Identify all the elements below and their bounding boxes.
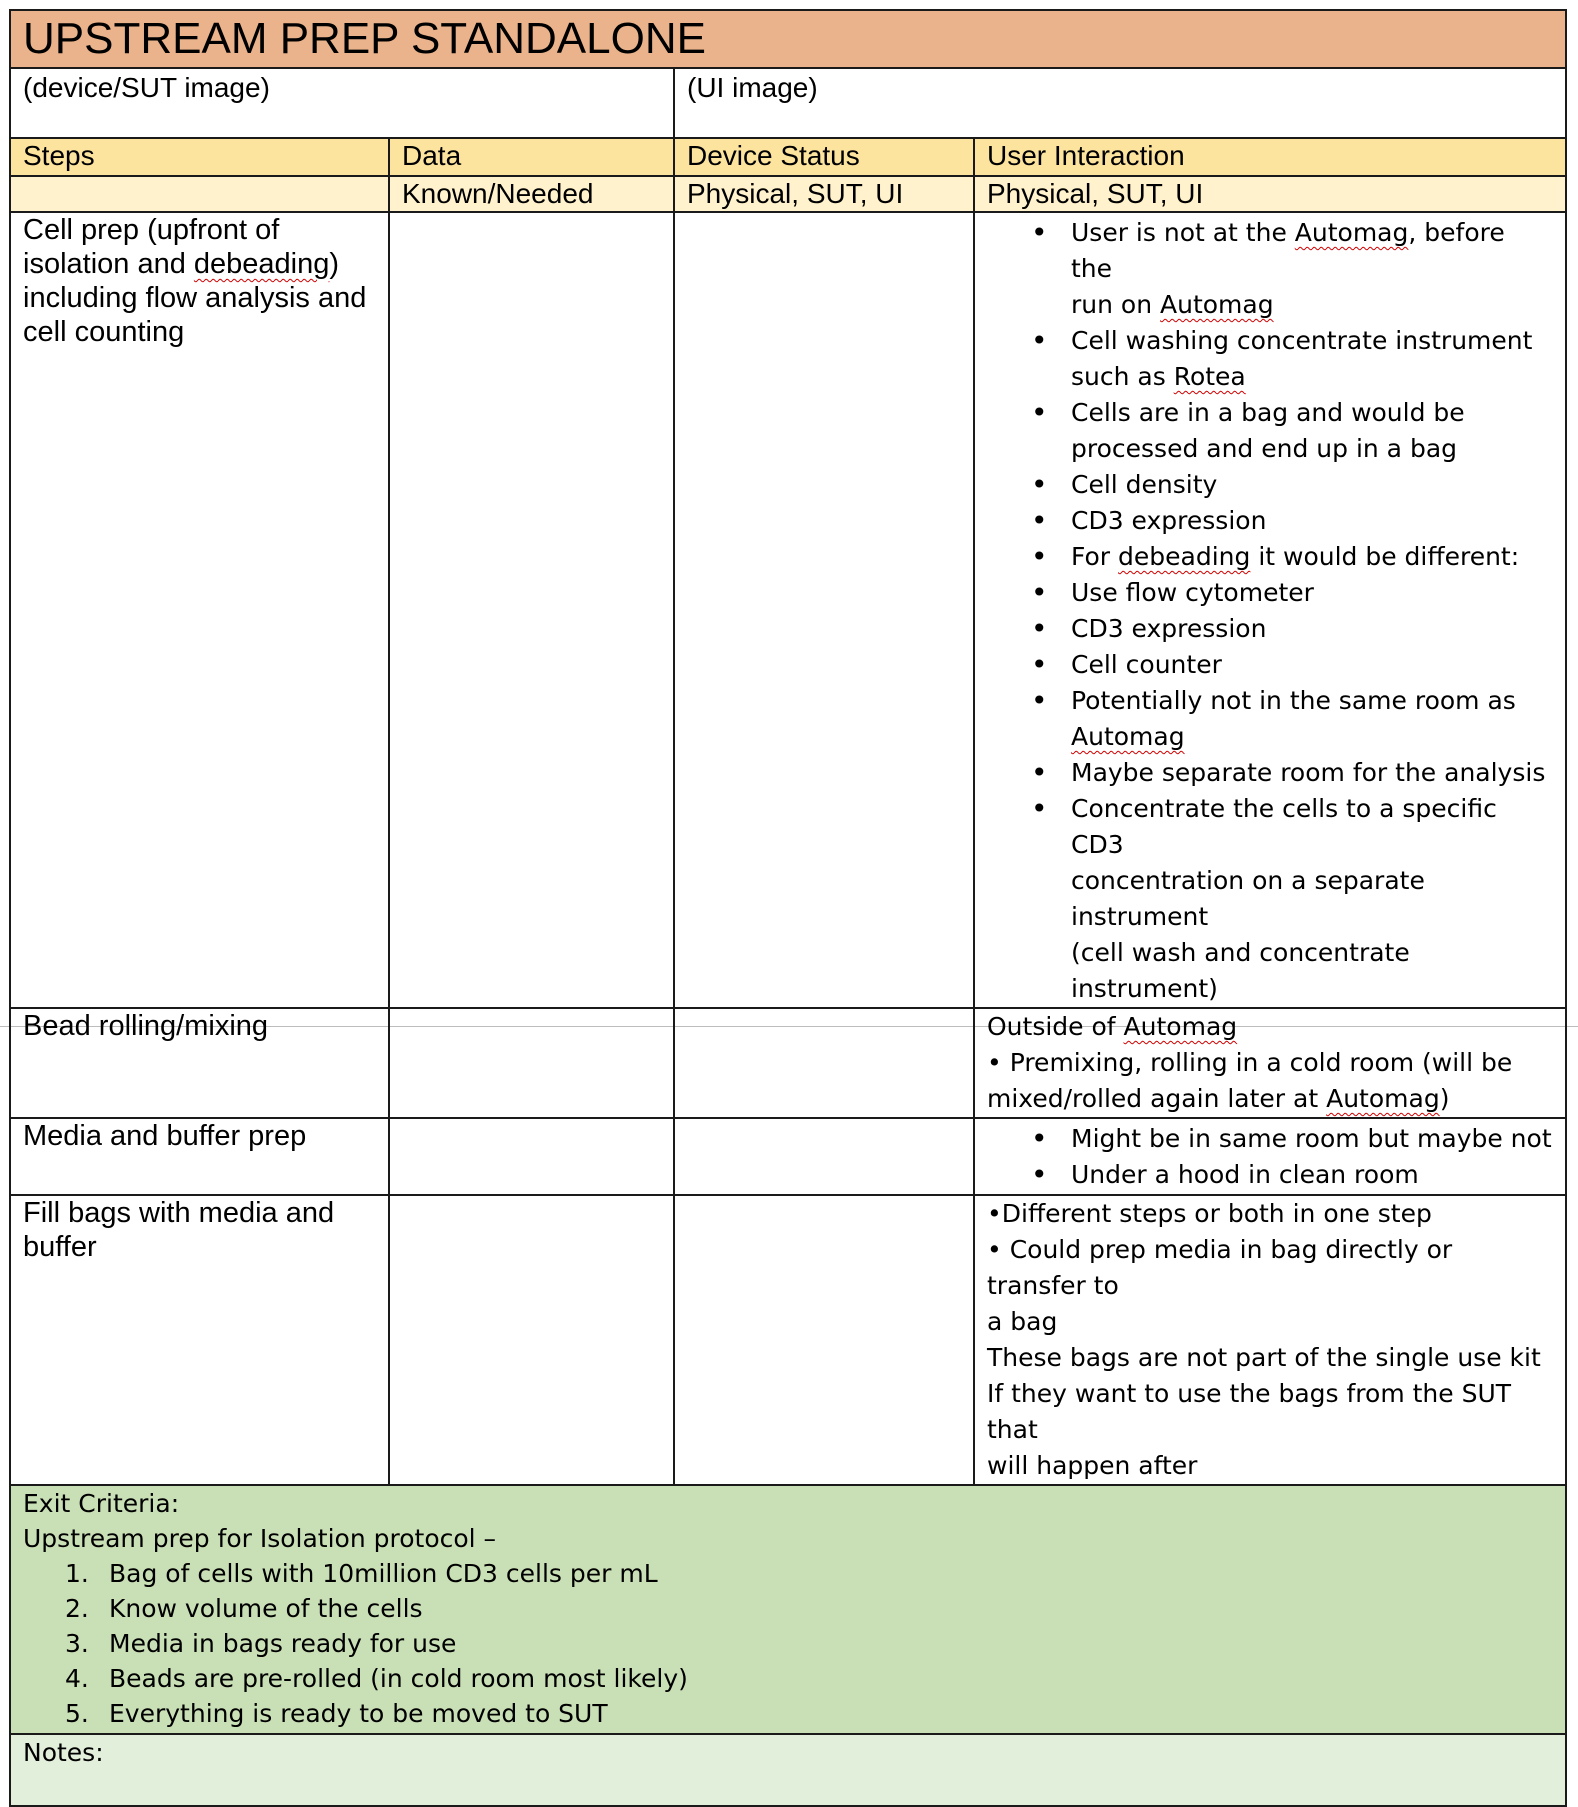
spellcheck-word: Automag: [1160, 290, 1274, 319]
list-item: • Might be in same room but maybe not: [987, 1121, 1553, 1157]
subheader-device-status: Physical, SUT, UI: [674, 176, 974, 212]
text-line: If they want to use the bags from the SUT that: [987, 1379, 1512, 1444]
spellcheck-word: Automag: [1294, 218, 1409, 247]
step-line: buffer: [23, 1231, 97, 1263]
notes-row: [10, 1734, 1566, 1806]
step-cell: Media and buffer prep: [10, 1118, 389, 1195]
list-item: 4. Beads are pre-rolled (in cold room most likely): [65, 1664, 688, 1693]
user-interaction-cell: [974, 1195, 1566, 1485]
list-item: 5. Everything is ready to be moved to SUT: [65, 1699, 608, 1728]
upstream-prep-table: [9, 9, 1567, 1807]
text-line: a bag: [987, 1307, 1058, 1336]
spellcheck-word: Rotea: [1173, 362, 1246, 391]
step-cell: [10, 1195, 389, 1485]
device-status-cell: [674, 1195, 974, 1485]
list-item: • Concentrate the cells to a specific CD3 concentration on a separate instrument (cell wash and concentrate instrument): [987, 791, 1553, 1007]
step-line: including flow analysis and: [23, 282, 367, 314]
header-user-interaction: User Interaction: [974, 138, 1566, 176]
list-item: • User is not at the Automag, before the run on Automag: [987, 215, 1553, 323]
device-status-cell: [674, 1008, 974, 1118]
list-item: • CD3 expression: [987, 611, 1553, 647]
text-line: • Premixing, rolling in a cold room (will be: [987, 1048, 1513, 1077]
data-cell: [389, 212, 674, 1008]
list-item: • Maybe separate room for the analysis: [987, 755, 1553, 791]
notes-cell: [10, 1734, 1566, 1806]
list-item: 1. Bag of cells with 10million CD3 cells per mL: [65, 1559, 658, 1588]
step-line: isolation and debeading): [23, 248, 340, 280]
table-row: [10, 1118, 1566, 1195]
step-cell: [10, 212, 389, 1008]
header-steps: Steps: [10, 138, 389, 176]
spellcheck-word: Automag: [1123, 1012, 1238, 1041]
list-item: 2. Know volume of the cells: [65, 1594, 423, 1623]
text-line: These bags are not part of the single use kit: [987, 1343, 1541, 1372]
list-item: • Cell counter: [987, 647, 1553, 683]
step-cell: Bead rolling/mixing: [10, 1008, 389, 1118]
table-row: [10, 212, 1566, 1008]
spellcheck-word: debeading: [1118, 542, 1251, 571]
text-line: •Different steps or both in one step: [987, 1199, 1432, 1228]
list-item: 3. Media in bags ready for use: [65, 1629, 457, 1658]
header-device-status: Device Status: [674, 138, 974, 176]
data-cell: [389, 1008, 674, 1118]
text-line: Outside of Automag: [987, 1012, 1238, 1041]
subheader-steps: [10, 176, 389, 212]
list-item: • For debeading it would be different:: [987, 539, 1553, 575]
subheader-user-interaction: Physical, SUT, UI: [974, 176, 1566, 212]
text-line: mixed/rolled again later at Automag): [987, 1084, 1450, 1113]
exit-criteria-label: Exit Criteria:: [23, 1489, 180, 1518]
text-line: will happen after: [987, 1451, 1198, 1480]
exit-criteria-row: [10, 1485, 1566, 1734]
bullet-list: [987, 215, 1553, 1007]
device-image-placeholder: (device/SUT image): [10, 68, 674, 138]
header-row: [10, 138, 1566, 176]
title-row: [10, 10, 1566, 68]
list-item: • Under a hood in clean room: [987, 1157, 1553, 1193]
step-line: Fill bags with media and: [23, 1197, 335, 1229]
exit-criteria-intro: Upstream prep for Isolation protocol –: [23, 1524, 497, 1553]
user-interaction-cell: [974, 1118, 1566, 1195]
spellcheck-word: Automag: [1071, 722, 1185, 751]
user-interaction-cell: [974, 1008, 1566, 1118]
step-line: cell counting: [23, 316, 185, 348]
subheader-row: [10, 176, 1566, 212]
data-cell: [389, 1195, 674, 1485]
ui-image-placeholder: (UI image): [674, 68, 1566, 138]
user-interaction-cell: [974, 212, 1566, 1008]
header-data: Data: [389, 138, 674, 176]
step-line: Cell prep (upfront of: [23, 214, 280, 246]
device-status-cell: [674, 1118, 974, 1195]
list-item: • Potentially not in the same room as Automag: [987, 683, 1553, 755]
list-item: • Cell density: [987, 467, 1553, 503]
image-row: [10, 68, 1566, 138]
list-item: • CD3 expression: [987, 503, 1553, 539]
table-row: [10, 1008, 1566, 1118]
table-row: [10, 1195, 1566, 1485]
data-cell: [389, 1118, 674, 1195]
list-item: • Use flow cytometer: [987, 575, 1553, 611]
subheader-data: Known/Needed: [389, 176, 674, 212]
exit-criteria-cell: [10, 1485, 1566, 1734]
bullet-list: [987, 1121, 1553, 1193]
spellcheck-word: debeading: [193, 248, 330, 280]
exit-criteria-list: [23, 1556, 1553, 1731]
text-line: • Could prep media in bag directly or transfer to: [987, 1235, 1453, 1300]
list-item: • Cell washing concentrate instrument such as Rotea: [987, 323, 1553, 395]
list-item: • Cells are in a bag and would be processed and end up in a bag: [987, 395, 1553, 467]
spellcheck-word: Automag: [1326, 1084, 1440, 1113]
document-title: UPSTREAM PREP STANDALONE: [10, 10, 1566, 68]
notes-label: Notes:: [23, 1738, 104, 1767]
device-status-cell: [674, 212, 974, 1008]
